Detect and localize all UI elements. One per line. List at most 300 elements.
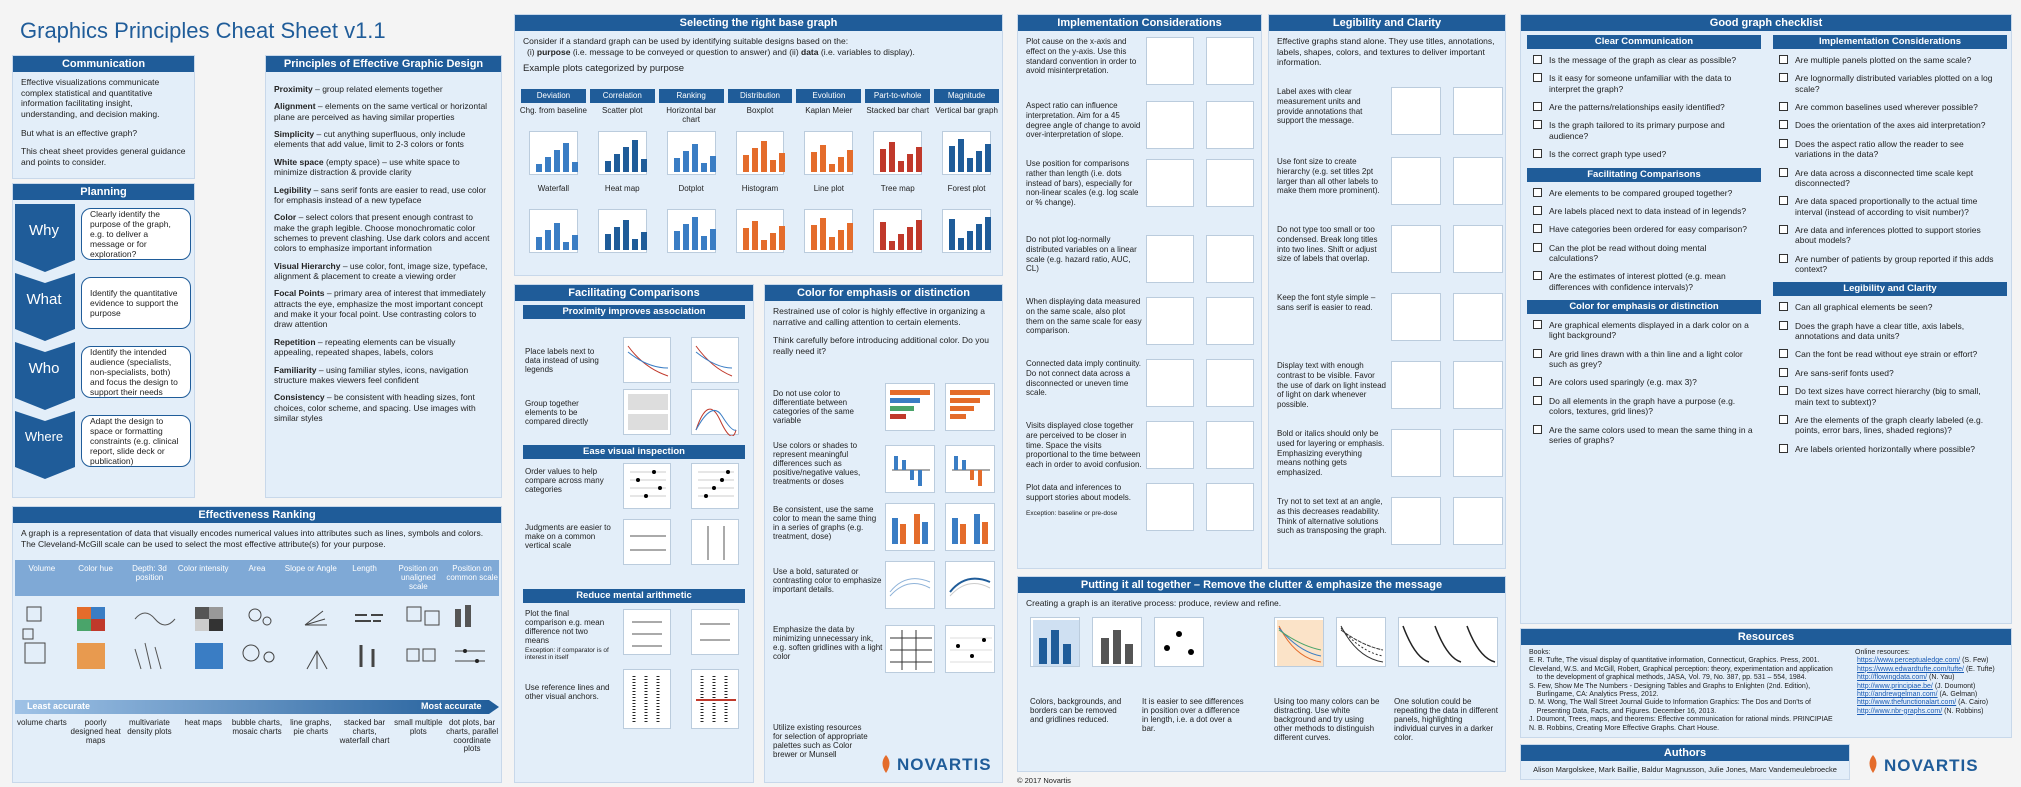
check-clear-list (1527, 55, 1761, 160)
principle-text: – using familiar styles, icons, navigation structure makes viewers feel confident (274, 364, 469, 385)
two-means-plot (624, 610, 672, 656)
implementation-thumb (1206, 421, 1254, 469)
checklist-item (1533, 149, 1761, 159)
checkbox-icon[interactable] (1533, 271, 1542, 280)
online-block (1855, 649, 2011, 716)
legibility-thumb (1391, 361, 1441, 409)
planning-row-what (15, 273, 255, 333)
principle-text: – be consistent with heading sizes, font choices, color scheme, and spacing. Use images with similar styles (274, 392, 476, 423)
resource-author: (J. Doumont) (1932, 682, 1976, 690)
principles-panel (265, 55, 502, 498)
plot-thumb (598, 209, 647, 253)
checklist-item (1779, 225, 2007, 246)
thumb-mark (976, 151, 982, 172)
checkbox-icon[interactable] (1533, 188, 1542, 197)
resources-heading: Resources (1521, 629, 2011, 645)
together-caption-1: Colors, backgrounds, and borders can be removed and gridlines reduced. (1030, 697, 1122, 724)
legibility-thumb (1391, 429, 1441, 477)
mean-difference-plot (692, 610, 740, 656)
online-entry (1857, 683, 2011, 691)
novartis-flame-icon (1866, 755, 1880, 773)
principle-text: – repeating elements can be visually appealing, repeated shapes, labels, colors (274, 336, 456, 358)
effectiveness-column-header: Color hue (78, 564, 113, 573)
checkbox-icon[interactable] (1779, 225, 1788, 234)
checklist-item (1533, 120, 1761, 141)
checklist-text: Do all elements in the graph have a purpose (e.g. colors, textures, grid lines)? (1549, 395, 1736, 417)
checkbox-icon[interactable] (1533, 149, 1542, 158)
resource-author: (N. Yau) (1927, 674, 1955, 682)
checkbox-icon[interactable] (1779, 386, 1788, 395)
checkbox-icon[interactable] (1533, 425, 1542, 434)
plot-thumb (736, 209, 785, 253)
thumb-mark (536, 164, 542, 172)
facilitating-panel (514, 284, 754, 783)
thumb-mark (880, 149, 886, 172)
resource-author: (N. Robbins) (1942, 707, 1984, 715)
legibility-item: Bold or italics should only be used for layering or emphasis. Emphasizing everything means nothing gets emphasized. (1277, 429, 1385, 477)
communication-panel (12, 55, 195, 179)
principle-term: Alignment (274, 101, 316, 112)
planning-heading: Planning (13, 184, 194, 200)
communication-p3: This cheat sheet provides general guidance and points to consider. (21, 146, 186, 167)
communication-heading: Communication (13, 56, 194, 72)
plot-thumb (873, 209, 922, 253)
legibility-panel (1268, 14, 1506, 569)
resource-link[interactable]: http://andrewgelman.com/ (1857, 690, 1938, 698)
thumb-mark (847, 150, 853, 172)
thumb-mark (779, 226, 785, 250)
checkbox-icon[interactable] (1533, 206, 1542, 215)
checklist-text: Are graphical elements displayed in a dark color on a light background? (1549, 320, 1749, 341)
overlay-plot (692, 390, 740, 436)
resource-author: (A. Cairo) (1956, 699, 1989, 707)
checklist-text: Are grid lines drawn with a thin line and a light color such as grey? (1549, 348, 1743, 370)
checklist-item (1779, 102, 2007, 112)
novartis-flame-icon (879, 755, 893, 773)
book-entry: D. M. Wong, The Wall Street Journal Guide to Information Graphics: The Dos and Don'ts of (1529, 699, 1811, 707)
checklist-item (1533, 271, 1761, 292)
purpose-header: Evolution (796, 89, 861, 103)
thumb-mark (898, 161, 904, 172)
checkbox-icon[interactable] (1779, 168, 1788, 177)
checklist-text: Are elements to be compared grouped together? (1549, 187, 1733, 198)
checklist-text: Is the message of the graph as clear as possible? (1549, 55, 1737, 65)
novartis-logo: NOVARTIS (897, 755, 992, 774)
plot-thumb-graphic (805, 210, 854, 254)
facilitating-heading: Facilitating Comparisons (515, 285, 753, 301)
base-graph-sub: Example plots categorized by purpose (523, 63, 685, 75)
checklist-text: Are the patterns/relationships easily identified? (1549, 102, 1725, 113)
online-list (1855, 657, 2011, 716)
legibility-thumb (1391, 225, 1441, 273)
checkbox-icon[interactable] (1779, 55, 1788, 64)
legibility-thumb (1453, 497, 1503, 545)
effectiveness-example: dot plots, bar charts, parallel coordinate plots (446, 718, 499, 754)
facil-text-5-main: Plot the final comparison e.g. mean difference not two means (525, 609, 605, 645)
thumb-mark (710, 229, 716, 250)
facil-thumb-5b (691, 609, 739, 655)
color-thumb-1b (945, 383, 995, 431)
together-thumb-1 (1030, 617, 1080, 667)
checklist-text: Are number of patients by group reported if this adds context? (1795, 253, 1994, 275)
panel-plot (624, 390, 672, 436)
thumb-mark (710, 156, 716, 172)
plot-type-label: Scatter plot (602, 106, 643, 115)
color-p1: Restrained use of color is highly effective in organizing a narrative and calling attention to certain elements. (773, 306, 985, 327)
thumb-mark (683, 224, 689, 250)
checklist-item (1533, 396, 1761, 417)
implementation-item: Plot cause on the x-axis and effect on the y-axis. Use this standard convention in order to avoid misinterpretation. (1026, 37, 1137, 76)
implementation-thumb (1206, 359, 1254, 407)
principle-term: Consistency (274, 392, 325, 403)
book-entry: Presenting Data, Facts, and Figures. December 16, 2013. (1529, 707, 1717, 715)
thumb-mark (889, 241, 895, 250)
thumb-mark (958, 238, 964, 250)
resource-link[interactable]: http://www.principiae.be/ (1857, 682, 1933, 690)
implementation-item: Visits displayed close together are perceived to be closer in time. Space the visits proportional to the time between each in order to avoid confusion. (1026, 421, 1142, 469)
base-graph-heading: Selecting the right base graph (515, 15, 1002, 31)
resource-link[interactable]: https://www.perceptualedge.com/ (1857, 657, 1961, 665)
books-list (1529, 657, 1851, 733)
intro-purpose: purpose (536, 46, 571, 57)
purpose-header: Deviation (521, 89, 586, 103)
plot-type-label: Line plot (813, 184, 844, 193)
checkbox-icon[interactable] (1779, 120, 1788, 129)
plot-thumb-graphic (943, 210, 992, 254)
thumb-mark (829, 237, 835, 250)
authors-panel (1520, 744, 1850, 780)
thumb-mark (820, 145, 826, 172)
thumb-mark (683, 151, 689, 172)
checkbox-icon[interactable] (1779, 444, 1788, 453)
facil-text-1: Place labels next to data instead of using legends (525, 347, 599, 374)
effectiveness-column-header: Position on unaligned scale (398, 564, 439, 591)
planning-row-where (15, 411, 255, 471)
checkbox-icon[interactable] (1779, 415, 1788, 424)
principle-term: White space (274, 156, 324, 167)
strip-plot-horizontal (624, 520, 672, 566)
bars-inconsistent (886, 504, 936, 552)
resource-author: (A. Gelman) (1937, 690, 1978, 698)
implementation-panel (1017, 14, 1262, 569)
legibility-thumb (1391, 87, 1441, 135)
book-entry: E. R. Tufte, The visual display of quantitative information, Connecticut, Graphics. Press, 2001. (1529, 657, 1820, 665)
planning-row-why (15, 204, 255, 264)
thumb-mark (985, 144, 991, 172)
plot-thumb-graphic (530, 132, 579, 176)
thumb-mark (907, 154, 913, 172)
checkbox-icon[interactable] (1533, 102, 1542, 111)
effectiveness-example: small multiple plots (394, 718, 443, 736)
checklist-text: Are multiple panels plotted on the same scale? (1795, 55, 1972, 65)
checkbox-icon[interactable] (1779, 73, 1788, 82)
plot-type-label: Boxplot (746, 106, 774, 115)
thumb-mark (545, 230, 551, 250)
checklist-item (1533, 320, 1761, 341)
purpose-header: Distribution (728, 89, 793, 103)
implementation-thumb (1146, 483, 1194, 531)
thumb-mark (838, 230, 844, 250)
checklist-item (1779, 415, 2007, 436)
online-entry (1857, 708, 2011, 716)
plot-thumb (529, 131, 578, 175)
planning-text: Clearly identify the purpose of the graph, e.g. to deliver a message or for exploration? (81, 208, 191, 260)
plot-thumb (667, 209, 716, 253)
effectiveness-example: multivariate density plots (127, 718, 172, 736)
checkbox-icon[interactable] (1533, 396, 1542, 405)
check-facil-heading: Facilitating Comparisons (1527, 168, 1761, 182)
principle-term: Proximity (274, 84, 313, 94)
dotplot-unordered (624, 464, 672, 510)
resource-author: (E. Tufte) (1964, 665, 1995, 673)
thumb-mark (692, 217, 698, 250)
single-color-bars (946, 384, 996, 432)
planning-label: What (26, 291, 62, 308)
checkbox-icon[interactable] (1779, 368, 1788, 377)
checklist-text: Is it easy for someone unfamiliar with the data to interpret the graph? (1549, 73, 1732, 94)
checklist-text: Does the orientation of the axes aid interpretation? (1795, 120, 1986, 131)
together-caption-3: Using too many colors can be distracting. Use white background and try using other methods to distinguish different curves. (1274, 697, 1380, 742)
line-plot-labels (692, 338, 740, 384)
plot-type-label: Horizontal bar chart (666, 106, 717, 124)
check-color-list (1527, 320, 1761, 445)
plot-type-label: Forest plot (947, 184, 986, 193)
checkbox-icon[interactable] (1533, 55, 1542, 64)
checkbox-icon[interactable] (1533, 377, 1542, 386)
checkbox-icon[interactable] (1779, 302, 1788, 311)
thumb-mark (761, 141, 767, 172)
thumb-mark (536, 237, 542, 250)
facil-thumb-1a (623, 337, 671, 383)
checkbox-icon[interactable] (1533, 349, 1542, 358)
legibility-item: Display text with enough contrast to be visible. Favor the use of dark on light instead of light on dark whenever possible. (1277, 361, 1386, 409)
color-text-1: Do not use color to differentiate between categories of the same variable (773, 389, 854, 425)
effectiveness-panel (12, 506, 502, 783)
facil-thumb-3b (691, 463, 739, 509)
checklist-text: Are common baselines used wherever possible? (1795, 102, 1978, 113)
legibility-thumb (1391, 157, 1441, 205)
checklist-item (1533, 102, 1761, 112)
online-label: Online resources: (1855, 649, 1910, 656)
checklist-item (1779, 444, 2007, 454)
effectiveness-intro: A graph is a representation of data that visually encodes numerical values into attributes such as lines, symbols and colors. The Cleveland-McGill scale can be used to select the most effective attribute(s) for your purpose. (21, 528, 484, 549)
checklist-item (1779, 73, 2007, 94)
implementation-thumb (1206, 483, 1254, 531)
facil-text-5-exception: Exception: if comparator is of interest in itself (525, 647, 609, 661)
book-entry: S. Few, Show Me The Numbers - Designing Tables and Graphs to Enlighten (2nd. Edition), (1529, 682, 1811, 690)
checkbox-icon[interactable] (1533, 73, 1542, 82)
checkbox-icon[interactable] (1779, 321, 1788, 330)
checklist-item (1533, 243, 1761, 264)
base-graph-panel (514, 14, 1003, 276)
principle-item (274, 212, 493, 253)
principle-item (274, 337, 493, 358)
implementation-thumb (1146, 359, 1194, 407)
implementation-thumb (1146, 421, 1194, 469)
checklist-item (1533, 425, 1761, 446)
checkbox-icon[interactable] (1779, 196, 1788, 205)
book-entry: Burlingame, CA: Analytics Press, 2012. (1529, 690, 1659, 698)
check-impl-heading: Implementation Considerations (1773, 35, 2007, 49)
plot-thumb (804, 209, 853, 253)
plot-thumb-graphic (805, 132, 854, 176)
novartis-logo: NOVARTIS (1884, 756, 1979, 775)
legibility-thumb (1391, 497, 1441, 545)
facil-thumb-4b (691, 519, 739, 565)
thumb-mark (847, 223, 853, 250)
resources-panel (1520, 628, 2012, 738)
thumb-mark (701, 163, 707, 172)
chevron-arrow-icon (15, 411, 75, 479)
checkbox-icon[interactable] (1533, 224, 1542, 233)
checkbox-icon[interactable] (1779, 349, 1788, 358)
implementation-thumb (1206, 101, 1254, 149)
bars-consistent (946, 504, 996, 552)
checklist-item (1533, 55, 1761, 65)
implementation-item: Use position for comparisons rather than length (i.e. dots instead of bars), especially for non-linear scales (e.g. log scale or % change). (1026, 159, 1139, 207)
plot-thumb-graphic (668, 132, 717, 176)
effectiveness-example: volume charts (16, 718, 67, 727)
books-block (1529, 649, 1851, 733)
together-thumb-4 (1274, 617, 1324, 667)
proximity-subhead: Proximity improves association (523, 305, 745, 319)
effectiveness-example: bubble charts, mosaic charts (231, 718, 283, 736)
together-thumb-3 (1154, 617, 1204, 667)
thumb-mark (838, 157, 844, 172)
implementation-item: Do not plot log-normally distributed variables on a linear scale (e.g. hazard ratio, AUC, CL) (1026, 235, 1137, 274)
implementation-thumb (1206, 37, 1254, 85)
principle-text: – primary area of interest that immediately attracts the eye, emphasize the most important concept and make it your focal point. Use contrasting colors to draw attention (274, 288, 486, 330)
check-legib-list (1773, 302, 2007, 454)
page-title (20, 18, 386, 44)
authors-heading: Authors (1521, 745, 1849, 761)
thumb-mark (761, 240, 767, 250)
checklist-text: Can all graphical elements be seen? (1795, 302, 1933, 313)
checkbox-icon[interactable] (1779, 102, 1788, 111)
effectiveness-example: poorly designed heat maps (70, 718, 121, 745)
implementation-item: Plot data and inferences to support stories about models. (1026, 483, 1131, 502)
checkbox-icon[interactable] (1779, 254, 1788, 263)
thumb-mark (985, 217, 991, 250)
jitter-plot (624, 670, 672, 730)
checklist-text: Is the correct graph type used? (1549, 149, 1667, 160)
checklist-item (1779, 349, 2007, 359)
checklist-item (1779, 196, 2007, 217)
facil-thumb-3a (623, 463, 671, 509)
thumb-mark (907, 227, 913, 250)
check-clear-heading: Clear Communication (1527, 35, 1761, 49)
strip-plot-vertical (692, 520, 740, 566)
checklist-item (1533, 73, 1761, 94)
cluttered-bar-chart (1031, 618, 1081, 668)
implementation-thumb (1146, 159, 1194, 207)
legibility-intro: Effective graphs stand alone. They use titles, annotations, labels, shapes, colors, and textures to deliver important information. (1277, 36, 1495, 68)
thumb-mark (949, 146, 955, 172)
lines-emphasized (946, 562, 996, 610)
thumb-mark (554, 150, 560, 172)
color-thumb-4b (945, 561, 995, 609)
thumb-mark (770, 233, 776, 250)
thumb-mark (743, 155, 749, 172)
thumb-mark (623, 220, 629, 250)
principle-text: (empty space) – use white space to minimize distraction & provide clarity (274, 156, 460, 178)
effectiveness-example: stacked bar charts, waterfall chart (339, 718, 390, 745)
checklist-col-right (1773, 35, 2007, 462)
thumb-mark (614, 154, 620, 172)
color-text-6: Utilize existing resources for selection of appropriate palettes such as Color brewer or Munsell (773, 723, 868, 759)
checkbox-icon[interactable] (1779, 139, 1788, 148)
checklist-text: Are sans-serif fonts used? (1795, 367, 1894, 378)
thumb-mark (752, 221, 758, 250)
lines-plain (886, 562, 936, 610)
resource-link[interactable]: https://www.edwardtufte.com/tufte/ (1857, 665, 1964, 673)
thumb-mark (614, 227, 620, 250)
intro-data: data (801, 46, 819, 57)
resource-link[interactable]: http://flowingdata.com/ (1857, 674, 1928, 682)
principles-heading: Principles of Effective Graphic Design (266, 56, 501, 72)
small-multiples-curves (1399, 618, 1499, 668)
facil-text-5 (525, 609, 611, 661)
checklist-item (1779, 254, 2007, 275)
thumb-mark (674, 231, 680, 250)
checkbox-icon[interactable] (1533, 243, 1542, 252)
resource-link[interactable]: http://www.nbr-graphs.com/ (1857, 707, 1943, 715)
checkbox-icon[interactable] (1533, 320, 1542, 329)
thumb-mark (976, 224, 982, 250)
checklist-text: Have categories been ordered for easy comparison? (1549, 224, 1747, 235)
line-plot-legend (624, 338, 672, 384)
resource-link[interactable]: http://www.thefunctionalart.com/ (1857, 699, 1957, 707)
plot-type-label: Heat map (604, 184, 640, 193)
checklist-item (1779, 321, 2007, 342)
legibility-heading: Legibility and Clarity (1269, 15, 1505, 31)
thumb-mark (779, 153, 785, 172)
color-thumb-5a (885, 625, 935, 673)
online-entry (1857, 674, 2011, 682)
principle-term: Color (274, 212, 297, 223)
checklist-panel (1520, 14, 2012, 624)
principle-text: – group related elements together (312, 84, 443, 94)
title-main: Graphics Principles (20, 18, 210, 43)
principle-term: Familiarity (274, 364, 317, 375)
authors-names: Alison Margolskee, Mark Baillie, Baldur Magnusson, Julie Jones, Marc Vandemeulebroecke (1533, 765, 1837, 774)
copyright: © 2017 Novartis (1017, 776, 1071, 785)
clean-bar-chart (1093, 618, 1143, 668)
thumb-mark (880, 222, 886, 250)
thumb-mark (916, 220, 922, 250)
implementation-thumb (1206, 297, 1254, 345)
thumb-mark (632, 239, 638, 250)
checkbox-icon[interactable] (1533, 120, 1542, 129)
effectiveness-heading: Effectiveness Ranking (13, 507, 501, 523)
checklist-text: Are lognormally distributed variables plotted on a log scale? (1795, 73, 1993, 94)
checklist-text: Does the aspect ratio allow the reader to see variations in the data? (1795, 138, 1964, 160)
plot-thumb (873, 131, 922, 175)
implementation-thumb (1146, 101, 1194, 149)
implementation-thumb (1206, 235, 1254, 283)
together-intro: Creating a graph is an iterative process: produce, review and refine. (1026, 598, 1282, 608)
together-thumb-2 (1092, 617, 1142, 667)
planning-text: Identify the intended audience (specialists, non-specialists, both) and focus the design to support their needs (81, 346, 191, 398)
principle-item (274, 392, 493, 423)
legibility-thumb (1391, 293, 1441, 341)
intro-line-b (523, 47, 994, 58)
books-label: Books: (1529, 649, 1551, 656)
legibility-item: Try not to set text at an angle, as this decreases readability. Think of alternative solutions such as transposing the graph. (1277, 497, 1387, 536)
plot-thumb-graphic (943, 132, 992, 176)
thumb-mark (811, 225, 817, 250)
ease-inspection-subhead: Ease visual inspection (523, 445, 745, 459)
